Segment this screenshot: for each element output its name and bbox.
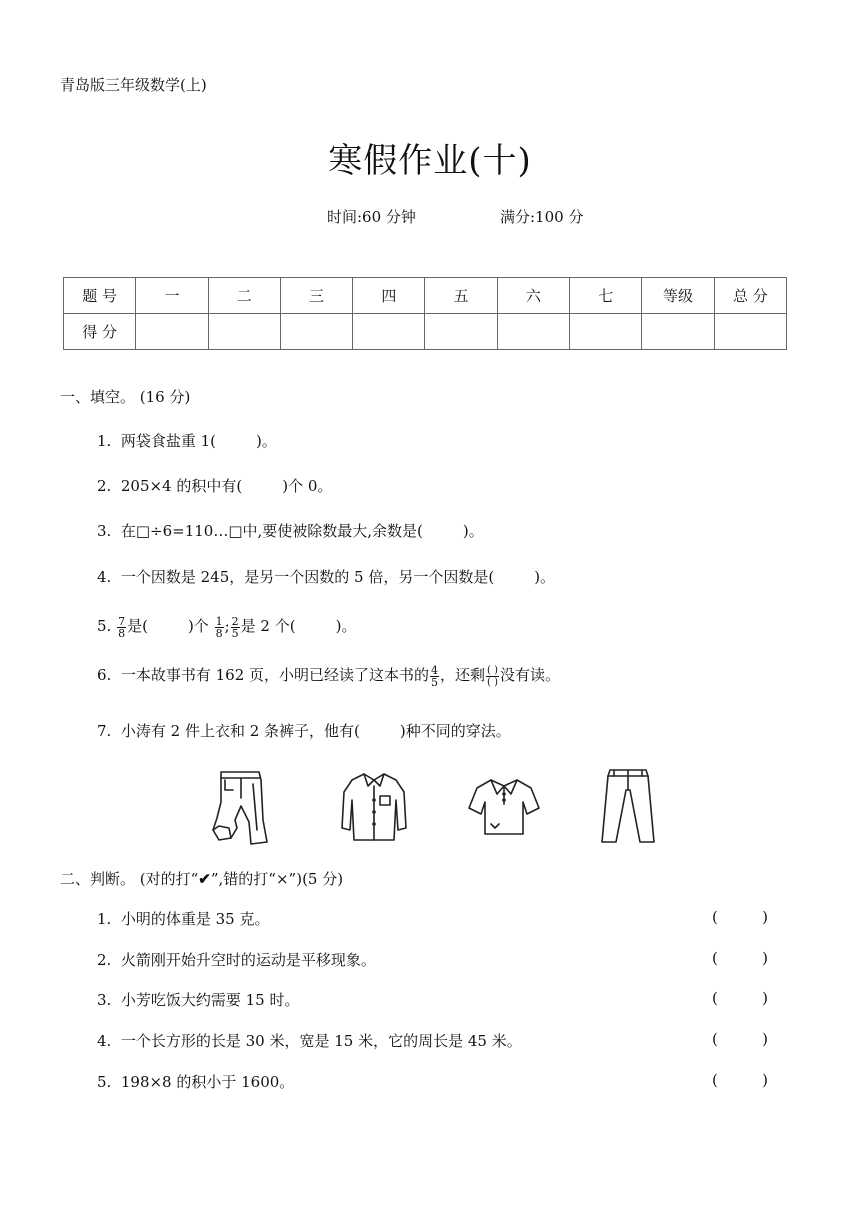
- score-table-cell: 五: [425, 278, 497, 314]
- question-number: 5.: [97, 617, 112, 635]
- question-number: 5.: [97, 1073, 112, 1091]
- question-text: 205×4 的积中有(: [120, 477, 243, 495]
- question-text: 火箭刚开始升空时的运动是平移现象。: [120, 951, 376, 969]
- question-text: )。: [335, 617, 357, 635]
- score-entry-cell[interactable]: [425, 314, 497, 350]
- judge-item-1: [97, 908, 269, 929]
- paren-close: ): [762, 989, 768, 1007]
- fraction-denominator: 8: [118, 626, 126, 640]
- fraction-numerator: 4: [431, 663, 439, 677]
- question-text: 一个因数是 245，是另一个因数的 5 倍，另一个因数是(: [120, 568, 495, 586]
- section-title-text: 二、判断。 (对的打“: [60, 870, 199, 888]
- question-text: 小芳吃饭大约需要 15 时。: [120, 991, 300, 1009]
- question-number: 6.: [97, 666, 112, 684]
- question-text: 一个长方形的长是 30 米，宽是 15 米，它的周长是 45 米。: [120, 1032, 522, 1050]
- question-text: 两袋食盐重 1(: [120, 432, 217, 450]
- question-text: 是(: [127, 617, 148, 635]
- paren-close: ): [762, 1071, 768, 1089]
- score-table-cell: 一: [136, 278, 208, 314]
- score-table: [63, 277, 787, 350]
- score-entry-cell[interactable]: [136, 314, 208, 350]
- question-number: 2.: [97, 951, 112, 969]
- fraction-denominator: 5: [231, 626, 239, 640]
- question-number: 4.: [97, 568, 112, 586]
- judge-answer-box[interactable]: [712, 1071, 768, 1089]
- score-entry-cell[interactable]: [642, 314, 714, 350]
- question-text: )。: [534, 568, 556, 586]
- question-text: 小涛有 2 件上衣和 2 条裤子，他有(: [120, 722, 360, 740]
- score-table-cell: 四: [353, 278, 425, 314]
- fraction-denominator: 5: [431, 675, 439, 689]
- paren-open: (: [712, 908, 718, 926]
- score-table-cell: 六: [497, 278, 569, 314]
- judge-item-3: [97, 989, 299, 1010]
- answer-fraction-blank[interactable]: [486, 665, 499, 688]
- question-number: 1.: [97, 432, 112, 450]
- score-table-header-row: [64, 278, 787, 314]
- judge-answer-box[interactable]: [712, 989, 768, 1007]
- paren-open: (: [712, 989, 718, 1007]
- judge-answer-box[interactable]: [712, 908, 768, 926]
- question-text: )。: [256, 432, 277, 450]
- score-table-cell: 题 号: [64, 278, 136, 314]
- question-text: )个 0。: [282, 477, 333, 495]
- judge-item-5: [97, 1071, 294, 1092]
- score-entry-cell[interactable]: [280, 314, 352, 350]
- paren-open: (: [712, 949, 718, 967]
- question-number: 3.: [97, 991, 112, 1009]
- score-table-cell: 总 分: [714, 278, 786, 314]
- question-text: 小明的体重是 35 克。: [120, 910, 270, 928]
- question-number: 4.: [97, 1032, 112, 1050]
- page-title: 寒假作业(十): [328, 141, 532, 181]
- question-number: 2.: [97, 477, 112, 495]
- header-note: 青岛版三年级数学(上): [60, 76, 207, 94]
- score-table-cell: 七: [570, 278, 642, 314]
- fraction: [215, 616, 224, 639]
- judge-answer-box[interactable]: [712, 949, 768, 967]
- score-entry-cell[interactable]: [714, 314, 786, 350]
- question-text: ，还剩: [440, 666, 486, 684]
- fraction: [231, 616, 240, 639]
- fraction-numerator: 7: [118, 614, 126, 628]
- question-text: )种不同的穿法。: [399, 722, 511, 740]
- paren-open: (: [712, 1030, 718, 1048]
- section-title-text: ”,错的打“×”)(5 分): [210, 870, 344, 888]
- score-entry-cell[interactable]: [353, 314, 425, 350]
- fraction-numerator: 1: [215, 614, 223, 628]
- score-table-cell: 得 分: [64, 314, 136, 350]
- check-mark-icon: ✔: [198, 870, 211, 888]
- fraction-denominator: 8: [215, 626, 223, 640]
- fraction: [430, 665, 439, 688]
- fraction-denominator-blank: ( ): [487, 676, 499, 688]
- question-number: 3.: [97, 522, 112, 540]
- score-table-cell: 三: [280, 278, 352, 314]
- paren-close: ): [762, 908, 768, 926]
- question-1-6: [97, 664, 560, 688]
- question-text: 在□÷6=110…□中,要使被除数最大,余数是(: [120, 522, 423, 540]
- paren-open: (: [712, 1071, 718, 1089]
- score-table-cell: 等级: [642, 278, 714, 314]
- question-1-5: [97, 615, 356, 639]
- question-1-1: [97, 430, 277, 451]
- question-1-7: [97, 720, 511, 741]
- full-score: 满分:100 分: [500, 208, 584, 226]
- judge-item-4: [97, 1030, 522, 1051]
- question-text: 是 2 个(: [240, 617, 296, 635]
- question-1-4: [97, 566, 555, 587]
- question-number: 1.: [97, 910, 112, 928]
- section-2-title: [60, 868, 343, 889]
- score-entry-cell[interactable]: [497, 314, 569, 350]
- fraction-numerator-blank: ( ): [487, 664, 499, 676]
- score-entry-cell[interactable]: [208, 314, 280, 350]
- judge-item-2: [97, 949, 376, 970]
- question-text: 198×8 的积小于 1600。: [120, 1073, 295, 1091]
- question-text: )。: [462, 522, 484, 540]
- question-text: )个: [187, 617, 209, 635]
- time-limit: 时间:60 分钟: [327, 208, 416, 226]
- question-text: 没有读。: [500, 666, 561, 684]
- section-1-title: 一、填空。 (16 分): [60, 388, 191, 406]
- paren-close: ): [762, 949, 768, 967]
- score-entry-cell[interactable]: [570, 314, 642, 350]
- question-text: 一本故事书有 162 页，小明已经读了这本书的: [120, 666, 430, 684]
- question-1-3: [97, 520, 484, 541]
- trousers-icon: [600, 766, 656, 846]
- fraction: [117, 616, 126, 639]
- question-text: ;: [224, 617, 230, 635]
- score-table-cell: 二: [208, 278, 280, 314]
- paren-close: ): [762, 1030, 768, 1048]
- jeans-icon: [205, 768, 275, 848]
- polo-shirt-icon: [465, 774, 543, 840]
- question-number: 7.: [97, 722, 112, 740]
- score-table-score-row: [64, 314, 787, 350]
- fraction-numerator: 2: [231, 614, 239, 628]
- question-1-2: [97, 475, 332, 496]
- shirt-icon: [338, 770, 410, 846]
- judge-answer-box[interactable]: [712, 1030, 768, 1048]
